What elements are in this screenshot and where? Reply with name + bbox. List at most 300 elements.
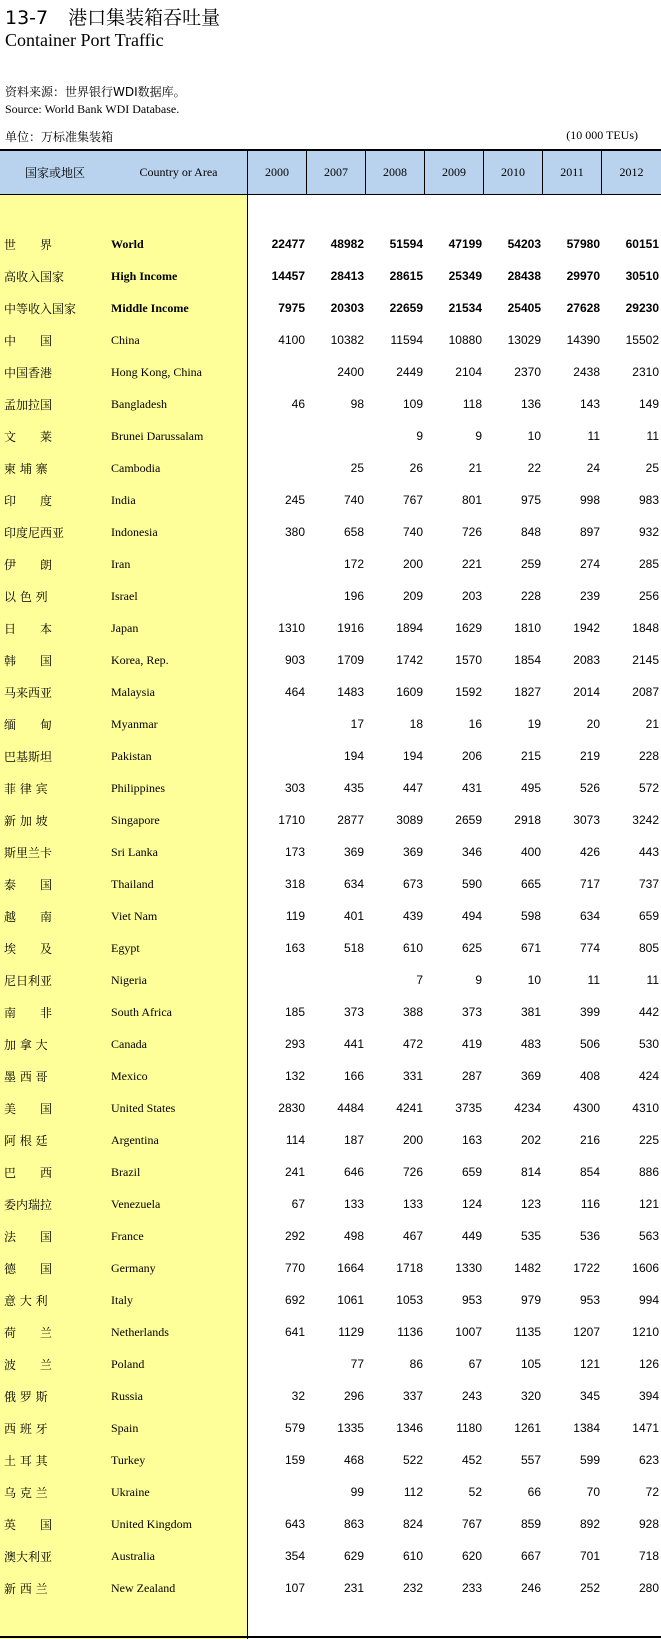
value-cell: 381 <box>520 1005 541 1019</box>
country-name-cn: 荷 兰 <box>4 1325 53 1340</box>
table-row <box>0 1412 661 1444</box>
country-name-en: World <box>111 236 144 251</box>
value-cell: 1606 <box>632 1261 659 1275</box>
value-cell: 498 <box>343 1229 364 1243</box>
country-name-en: Australia <box>111 1548 155 1563</box>
value-cell: 1180 <box>456 1421 482 1435</box>
country-name-cn: 日 本 <box>4 621 53 636</box>
country-name-en: Viet Nam <box>111 908 158 923</box>
country-name-en: High Income <box>111 268 178 283</box>
value-cell: 1471 <box>632 1421 659 1435</box>
value-cell: 2083 <box>573 653 600 667</box>
value-cell: 659 <box>638 909 659 923</box>
value-cell: 126 <box>638 1357 659 1371</box>
table-row <box>0 1028 661 1060</box>
value-cell: 928 <box>638 1517 659 1531</box>
value-cell: 629 <box>343 1549 364 1563</box>
value-cell: 717 <box>579 877 600 891</box>
value-cell: 1664 <box>337 1261 364 1275</box>
table-row <box>0 644 661 676</box>
value-cell: 579 <box>284 1421 305 1435</box>
value-cell: 132 <box>284 1069 305 1083</box>
value-cell: 320 <box>520 1389 541 1403</box>
value-cell: 54203 <box>507 237 541 251</box>
value-cell: 495 <box>520 781 541 795</box>
value-cell: 172 <box>343 557 364 571</box>
value-cell: 209 <box>402 589 423 603</box>
value-cell: 46 <box>291 397 305 411</box>
value-cell: 246 <box>520 1581 541 1595</box>
value-cell: 194 <box>402 749 423 763</box>
value-cell: 1718 <box>396 1261 423 1275</box>
value-cell: 590 <box>461 877 482 891</box>
value-cell: 221 <box>461 557 482 571</box>
country-name-cn: 世 界 <box>4 237 53 252</box>
value-cell: 166 <box>343 1069 364 1083</box>
value-cell: 194 <box>343 749 364 763</box>
value-cell: 28438 <box>507 269 541 283</box>
table-row <box>0 1188 661 1220</box>
value-cell: 2145 <box>632 653 659 667</box>
value-cell: 634 <box>343 877 364 891</box>
value-cell: 1629 <box>455 621 482 635</box>
country-name-en: Korea, Rep. <box>111 652 169 667</box>
table-row <box>0 1156 661 1188</box>
value-cell: 3242 <box>632 813 659 827</box>
value-cell: 701 <box>579 1549 600 1563</box>
value-cell: 1854 <box>514 653 541 667</box>
table-header <box>0 151 661 195</box>
header-year: 2012 <box>619 165 644 179</box>
country-name-cn: 伊 朗 <box>4 557 53 572</box>
table-row <box>0 708 661 740</box>
value-cell: 86 <box>409 1357 423 1371</box>
table-number: 13-7 <box>5 7 49 29</box>
table-row <box>0 612 661 644</box>
country-name-cn: 阿 根 廷 <box>4 1133 48 1148</box>
table-bottom-rule <box>0 1636 661 1638</box>
value-cell: 897 <box>579 525 600 539</box>
country-name-en: Pakistan <box>111 748 152 763</box>
value-cell: 1482 <box>514 1261 541 1275</box>
country-name-cn: 巴基斯坦 <box>4 749 53 764</box>
value-cell: 27628 <box>566 301 600 315</box>
value-cell: 848 <box>520 525 541 539</box>
value-cell: 740 <box>343 493 364 507</box>
country-name-en: Israel <box>111 588 138 603</box>
country-name-cn: 韩 国 <box>4 653 53 668</box>
value-cell: 526 <box>579 781 600 795</box>
table-row <box>0 996 661 1028</box>
value-cell: 620 <box>461 1549 482 1563</box>
country-name-en: Spain <box>111 1420 139 1435</box>
table-row <box>0 292 661 324</box>
value-cell: 953 <box>579 1293 600 1307</box>
value-cell: 1742 <box>396 653 423 667</box>
value-cell: 1827 <box>514 685 541 699</box>
country-name-cn: 法 国 <box>4 1229 53 1244</box>
country-name-cn: 中国香港 <box>4 365 53 380</box>
value-cell: 369 <box>520 1069 541 1083</box>
value-cell: 1722 <box>573 1261 600 1275</box>
value-cell: 21 <box>645 717 659 731</box>
value-cell: 634 <box>579 909 600 923</box>
value-cell: 2438 <box>573 365 600 379</box>
country-name-cn: 越 南 <box>4 909 53 924</box>
value-cell: 13029 <box>507 333 541 347</box>
value-cell: 767 <box>461 1517 482 1531</box>
value-cell: 431 <box>461 781 482 795</box>
value-cell: 998 <box>579 493 600 507</box>
value-cell: 424 <box>638 1069 659 1083</box>
value-cell: 373 <box>461 1005 482 1019</box>
value-cell: 293 <box>284 1037 305 1051</box>
value-cell: 1810 <box>514 621 541 635</box>
value-cell: 1261 <box>514 1421 541 1435</box>
value-cell: 107 <box>284 1581 305 1595</box>
value-cell: 121 <box>579 1357 600 1371</box>
value-cell: 26 <box>409 461 423 475</box>
value-cell: 98 <box>350 397 364 411</box>
table-row <box>0 900 661 932</box>
table-row <box>0 1220 661 1252</box>
value-cell: 118 <box>462 397 482 411</box>
country-name-cn: 柬 埔 寨 <box>4 461 48 476</box>
country-name-cn: 马来西亚 <box>4 685 53 700</box>
value-cell: 557 <box>520 1453 541 1467</box>
value-cell: 903 <box>284 653 305 667</box>
header-year: 2000 <box>248 151 307 194</box>
country-name-cn: 西 班 牙 <box>4 1421 48 1436</box>
value-cell: 196 <box>343 589 364 603</box>
country-name-cn: 中 国 <box>4 333 53 348</box>
table-row <box>0 1540 661 1572</box>
value-cell: 15502 <box>625 333 659 347</box>
value-cell: 643 <box>284 1517 305 1531</box>
value-cell: 9 <box>475 973 482 987</box>
country-name-en: Egypt <box>111 940 140 955</box>
value-cell: 2310 <box>632 365 659 379</box>
country-name-cn: 加 拿 大 <box>4 1037 48 1052</box>
header-year: 2008 <box>366 151 425 194</box>
table-row <box>0 356 661 388</box>
value-cell: 25349 <box>448 269 482 283</box>
table-row <box>0 420 661 452</box>
value-cell: 4300 <box>573 1101 600 1115</box>
value-cell: 983 <box>638 493 659 507</box>
value-cell: 2400 <box>337 365 364 379</box>
table-row <box>0 1092 661 1124</box>
country-name-en: China <box>111 332 140 347</box>
value-cell: 163 <box>284 941 305 955</box>
value-cell: 726 <box>461 525 482 539</box>
table-row <box>0 516 661 548</box>
value-cell: 32 <box>291 1389 305 1403</box>
value-cell: 975 <box>520 493 541 507</box>
value-cell: 3735 <box>455 1101 482 1115</box>
value-cell: 7 <box>416 973 423 987</box>
value-cell: 658 <box>343 525 364 539</box>
country-name-en: United States <box>111 1100 176 1115</box>
value-cell: 70 <box>586 1485 600 1499</box>
value-cell: 346 <box>461 845 482 859</box>
table-title-en: Container Port Traffic <box>5 30 164 50</box>
table-row <box>0 932 661 964</box>
value-cell: 274 <box>579 557 600 571</box>
value-cell: 1942 <box>573 621 600 635</box>
table-row <box>0 1348 661 1380</box>
value-cell: 231 <box>343 1581 364 1595</box>
value-cell: 4484 <box>337 1101 364 1115</box>
unit-note-en: (10 000 TEUs) <box>566 128 638 142</box>
value-cell: 11 <box>587 429 600 443</box>
country-name-cn: 澳大利亚 <box>4 1549 53 1564</box>
header-year: 2007 <box>307 151 366 194</box>
value-cell: 740 <box>402 525 423 539</box>
country-name-en: France <box>111 1228 144 1243</box>
country-name-cn: 委内瑞拉 <box>4 1197 53 1212</box>
table-row <box>0 740 661 772</box>
value-cell: 932 <box>638 525 659 539</box>
value-cell: 667 <box>520 1549 541 1563</box>
value-cell: 1709 <box>337 653 364 667</box>
value-cell: 10382 <box>330 333 364 347</box>
country-name-en: Canada <box>111 1036 147 1051</box>
value-cell: 20 <box>586 717 600 731</box>
table-title-cn-text: 港口集装箱吞吐量 <box>68 7 221 29</box>
value-cell: 737 <box>638 877 659 891</box>
data-table <box>0 149 661 1639</box>
country-name-en: Brunei Darussalam <box>111 428 204 443</box>
value-cell: 52 <box>468 1485 482 1499</box>
value-cell: 892 <box>579 1517 600 1531</box>
country-name-cn: 波 兰 <box>4 1357 53 1372</box>
value-cell: 1207 <box>573 1325 600 1339</box>
value-cell: 11 <box>646 429 659 443</box>
value-cell: 369 <box>343 845 364 859</box>
value-cell: 20303 <box>330 301 364 315</box>
value-cell: 163 <box>461 1133 482 1147</box>
country-name-cn: 土 耳 其 <box>4 1453 48 1468</box>
value-cell: 109 <box>402 397 423 411</box>
value-cell: 369 <box>402 845 423 859</box>
value-cell: 72 <box>645 1485 659 1499</box>
country-name-cn: 高收入国家 <box>4 269 65 284</box>
value-cell: 10 <box>527 973 541 987</box>
country-name-en: Hong Kong, China <box>111 364 202 379</box>
value-cell: 243 <box>461 1389 482 1403</box>
value-cell: 123 <box>520 1197 541 1211</box>
value-cell: 48982 <box>330 237 364 251</box>
value-cell: 1848 <box>632 621 659 635</box>
table-row <box>0 260 661 292</box>
value-cell: 726 <box>402 1165 423 1179</box>
country-name-en: Venezuela <box>111 1196 161 1211</box>
value-cell: 692 <box>284 1293 305 1307</box>
value-cell: 200 <box>402 1133 423 1147</box>
country-name-en: Singapore <box>111 812 160 827</box>
value-cell: 112 <box>403 1485 423 1499</box>
value-cell: 285 <box>638 557 659 571</box>
value-cell: 303 <box>284 781 305 795</box>
value-cell: 1570 <box>455 653 482 667</box>
value-cell: 4100 <box>278 333 305 347</box>
value-cell: 143 <box>579 397 600 411</box>
value-cell: 400 <box>520 845 541 859</box>
value-cell: 7975 <box>278 301 305 315</box>
value-cell: 886 <box>638 1165 659 1179</box>
value-cell: 25405 <box>507 301 541 315</box>
value-cell: 399 <box>579 1005 600 1019</box>
country-name-en: Japan <box>111 620 139 635</box>
header-country-en: Country or Area <box>110 151 248 194</box>
country-name-cn: 泰 国 <box>4 877 53 892</box>
table-row <box>0 1444 661 1476</box>
value-cell: 380 <box>284 525 305 539</box>
value-cell: 124 <box>461 1197 482 1211</box>
country-name-en: Russia <box>111 1388 144 1403</box>
value-cell: 665 <box>520 877 541 891</box>
value-cell: 203 <box>461 589 482 603</box>
header-year: 2011 <box>543 151 602 194</box>
value-cell: 47199 <box>448 237 482 251</box>
value-cell: 447 <box>402 781 423 795</box>
value-cell: 572 <box>638 781 659 795</box>
value-cell: 239 <box>579 589 600 603</box>
value-cell: 373 <box>343 1005 364 1019</box>
value-cell: 51594 <box>389 237 423 251</box>
value-cell: 449 <box>461 1229 482 1243</box>
table-row <box>0 772 661 804</box>
value-cell: 16 <box>468 717 482 731</box>
table-title-cn <box>5 3 220 30</box>
value-cell: 394 <box>638 1389 659 1403</box>
value-cell: 814 <box>520 1165 541 1179</box>
country-name-cn: 埃 及 <box>4 941 53 956</box>
value-cell: 14457 <box>271 269 305 283</box>
value-cell: 408 <box>579 1069 600 1083</box>
value-cell: 280 <box>638 1581 659 1595</box>
value-cell: 9 <box>475 429 482 443</box>
table-row <box>0 804 661 836</box>
value-cell: 228 <box>638 749 659 763</box>
value-cell: 256 <box>638 589 659 603</box>
value-cell: 216 <box>579 1133 600 1147</box>
value-cell: 1210 <box>632 1325 659 1339</box>
value-cell: 426 <box>579 845 600 859</box>
value-cell: 4310 <box>632 1101 659 1115</box>
value-cell: 60151 <box>625 237 659 251</box>
country-name-cn: 新 加 坡 <box>4 813 48 828</box>
value-cell: 1916 <box>337 621 364 635</box>
value-cell: 119 <box>285 909 305 923</box>
value-cell: 185 <box>284 1005 305 1019</box>
header-year: 2009 <box>425 151 484 194</box>
value-cell: 419 <box>461 1037 482 1051</box>
value-cell: 18 <box>409 717 423 731</box>
country-name-cn: 缅 甸 <box>4 717 53 732</box>
value-cell: 4241 <box>396 1101 423 1115</box>
value-cell: 11594 <box>390 333 423 347</box>
value-cell: 435 <box>343 781 364 795</box>
country-name-en: Cambodia <box>111 460 161 475</box>
source-note-en: Source: World Bank WDI Database. <box>5 102 180 116</box>
value-cell: 19 <box>527 717 541 731</box>
value-cell: 11 <box>587 973 600 987</box>
value-cell: 21534 <box>448 301 482 315</box>
country-name-en: Malaysia <box>111 684 155 699</box>
value-cell: 3089 <box>396 813 423 827</box>
value-cell: 173 <box>284 845 305 859</box>
value-cell: 105 <box>520 1357 541 1371</box>
country-name-cn: 英 国 <box>4 1517 53 1532</box>
value-cell: 401 <box>343 909 364 923</box>
value-cell: 241 <box>284 1165 305 1179</box>
value-cell: 994 <box>638 1293 659 1307</box>
country-name-cn: 墨 西 哥 <box>4 1069 48 1084</box>
value-cell: 472 <box>402 1037 423 1051</box>
value-cell: 21 <box>468 461 482 475</box>
table-row <box>0 1476 661 1508</box>
value-cell: 625 <box>461 941 482 955</box>
value-cell: 225 <box>638 1133 659 1147</box>
value-cell: 2014 <box>573 685 600 699</box>
value-cell: 1894 <box>396 621 423 635</box>
value-cell: 77 <box>350 1357 364 1371</box>
country-name-cn: 中等收入国家 <box>4 301 77 316</box>
value-cell: 1053 <box>396 1293 423 1307</box>
value-cell: 10 <box>527 429 541 443</box>
value-cell: 24 <box>586 461 600 475</box>
value-cell: 354 <box>284 1549 305 1563</box>
country-name-cn: 南 非 <box>4 1005 53 1020</box>
table-row <box>0 452 661 484</box>
table-row <box>0 1572 661 1604</box>
value-cell: 121 <box>638 1197 659 1211</box>
value-cell: 252 <box>579 1581 600 1595</box>
value-cell: 9 <box>416 429 423 443</box>
value-cell: 292 <box>284 1229 305 1243</box>
value-cell: 28413 <box>330 269 364 283</box>
value-cell: 483 <box>520 1037 541 1051</box>
value-cell: 599 <box>579 1453 600 1467</box>
value-cell: 801 <box>461 493 482 507</box>
value-cell: 1592 <box>455 685 482 699</box>
value-cell: 859 <box>520 1517 541 1531</box>
country-name-cn: 俄 罗 斯 <box>4 1389 48 1404</box>
country-name-cn: 以 色 列 <box>4 589 48 604</box>
value-cell: 442 <box>638 1005 659 1019</box>
table-row <box>0 868 661 900</box>
value-cell: 3073 <box>573 813 600 827</box>
country-name-en: Argentina <box>111 1132 159 1147</box>
value-cell: 854 <box>579 1165 600 1179</box>
country-name-en: Germany <box>111 1260 156 1275</box>
value-cell: 114 <box>285 1133 305 1147</box>
country-name-en: Poland <box>111 1356 145 1371</box>
value-cell: 530 <box>638 1037 659 1051</box>
table-row <box>0 1124 661 1156</box>
value-cell: 1330 <box>455 1261 482 1275</box>
value-cell: 29970 <box>566 269 600 283</box>
value-cell: 467 <box>402 1229 423 1243</box>
value-cell: 219 <box>579 749 600 763</box>
value-cell: 259 <box>520 557 541 571</box>
country-name-en: Myanmar <box>111 716 158 731</box>
source-note-cn: 资料来源：世界银行WDI数据库。 <box>5 85 186 99</box>
value-cell: 4234 <box>514 1101 541 1115</box>
country-name-cn: 印 度 <box>4 493 53 508</box>
